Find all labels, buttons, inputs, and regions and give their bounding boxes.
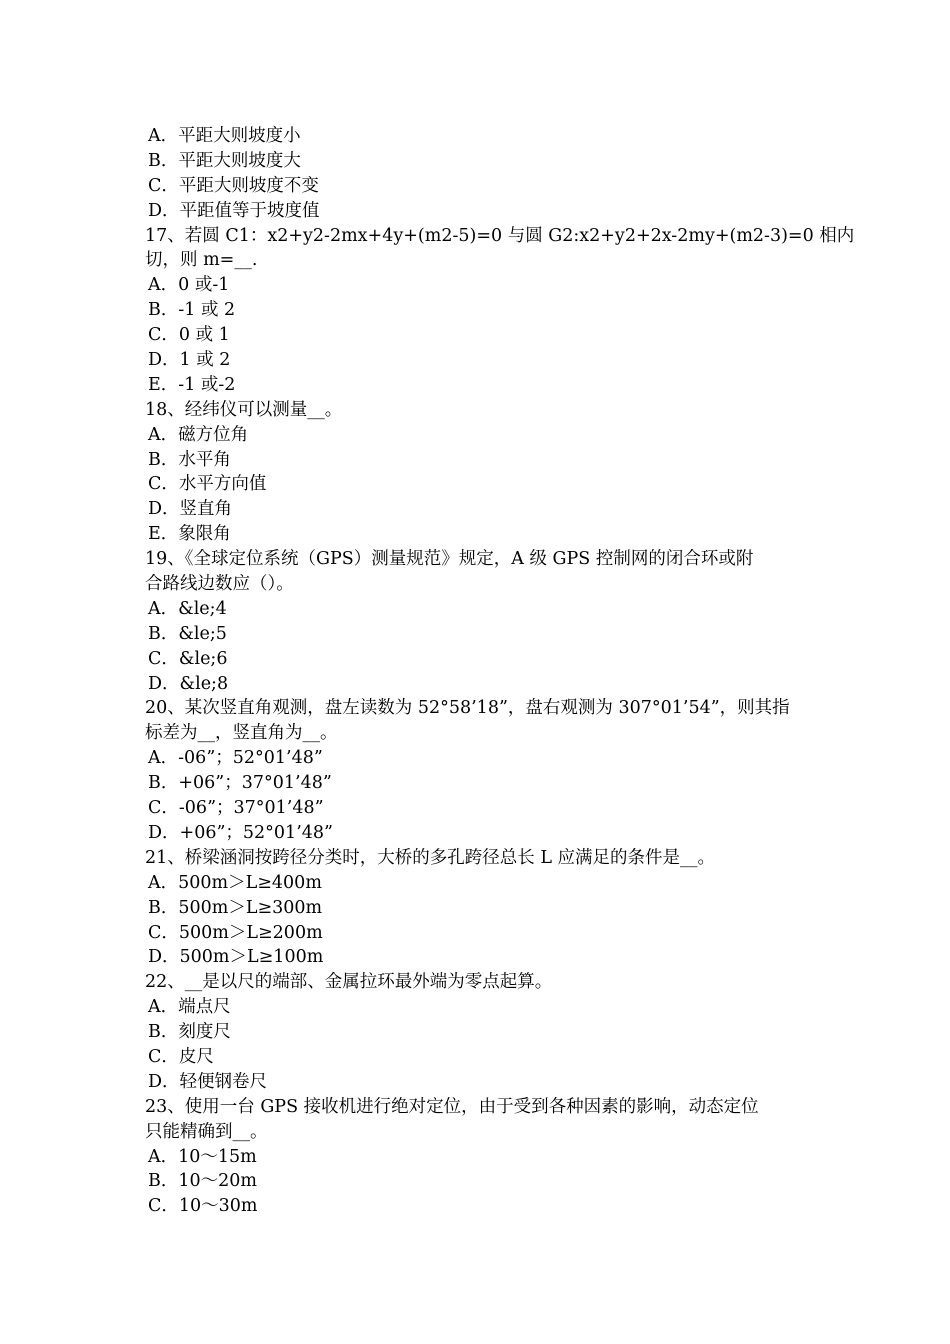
answer-option: B．10～20m xyxy=(148,1171,257,1192)
answer-option: A．500m＞L≥400m xyxy=(148,872,322,893)
question-text: 19、《全球定位系统（GPS）测量规范》规定，A 级 GPS 控制网的闭合环或附 xyxy=(145,549,754,570)
answer-option: B．500m＞L≥300m xyxy=(148,897,323,918)
answer-option: B．刻度尺 xyxy=(148,1022,231,1043)
answer-option: A．平距大则坡度小 xyxy=(148,126,301,146)
answer-option: E．-1 或-2 xyxy=(148,374,236,395)
answer-option: D．1 或 2 xyxy=(148,350,231,371)
question-text: 23、使用一台 GPS 接收机进行绝对定位，由于受到各种因素的影响，动态定位 xyxy=(145,1096,759,1117)
answer-option: B．+06”；37°01’48” xyxy=(148,773,332,794)
answer-option: A．-06”；52°01’48” xyxy=(148,748,323,769)
answer-option: D．平距值等于坡度值 xyxy=(148,200,320,221)
question-text: 18、经纬仪可以测量__。 xyxy=(145,399,343,420)
question-text: 只能精确到__。 xyxy=(145,1121,268,1142)
question-text: 20、某次竖直角观测，盘左读数为 52°58’18”，盘右观测为 307°01’54”，则其指 xyxy=(145,698,790,719)
answer-option: C．水平方向值 xyxy=(148,474,267,495)
answer-option: C．皮尺 xyxy=(148,1046,214,1067)
answer-option: B．水平角 xyxy=(148,449,231,470)
answer-option: C．平距大则坡度不变 xyxy=(148,175,319,196)
answer-option: C．0 或 1 xyxy=(148,325,230,346)
answer-option: A．磁方位角 xyxy=(148,424,249,445)
answer-option: D．500m＞L≥100m xyxy=(148,947,324,968)
answer-option: B．-1 或 2 xyxy=(148,300,236,321)
question-text: 17、若圆 C1：x2+y2-2mx+4y+(m2-5)=0 与圆 G2:x2+y2+2x-2my+(m2-3)=0 相内 xyxy=(145,225,855,246)
answer-option: B．&le;5 xyxy=(148,623,227,644)
answer-option: D．轻便钢卷尺 xyxy=(148,1071,268,1092)
answer-option: A．&le;4 xyxy=(148,598,227,619)
answer-option: D．竖直角 xyxy=(148,499,233,520)
answer-option: C．&le;6 xyxy=(148,648,228,669)
answer-option: C．10～30m xyxy=(148,1196,258,1217)
document-page xyxy=(145,124,855,1219)
answer-option: A．端点尺 xyxy=(148,997,231,1018)
question-text: 22、__是以尺的端部、金属拉环最外端为零点起算。 xyxy=(145,972,553,993)
question-text: 标差为__，竖直角为__。 xyxy=(145,723,338,744)
answer-option: B．平距大则坡度大 xyxy=(148,150,301,171)
question-text: 合路线边数应（）。 xyxy=(145,574,294,595)
answer-option: D．+06”；52°01’48” xyxy=(148,822,333,843)
question-text: 切，则 m=__. xyxy=(145,250,258,271)
answer-option: A．0 或-1 xyxy=(148,275,230,296)
answer-option: C．-06”；37°01’48” xyxy=(148,798,324,819)
answer-option: C．500m＞L≥200m xyxy=(148,922,323,943)
question-text: 21、桥梁涵洞按跨径分类时，大桥的多孔跨径总长 L 应满足的条件是__。 xyxy=(145,847,716,868)
answer-option: E．象限角 xyxy=(148,524,231,545)
answer-option: D．&le;8 xyxy=(148,673,229,694)
answer-option: A．10～15m xyxy=(148,1146,257,1167)
